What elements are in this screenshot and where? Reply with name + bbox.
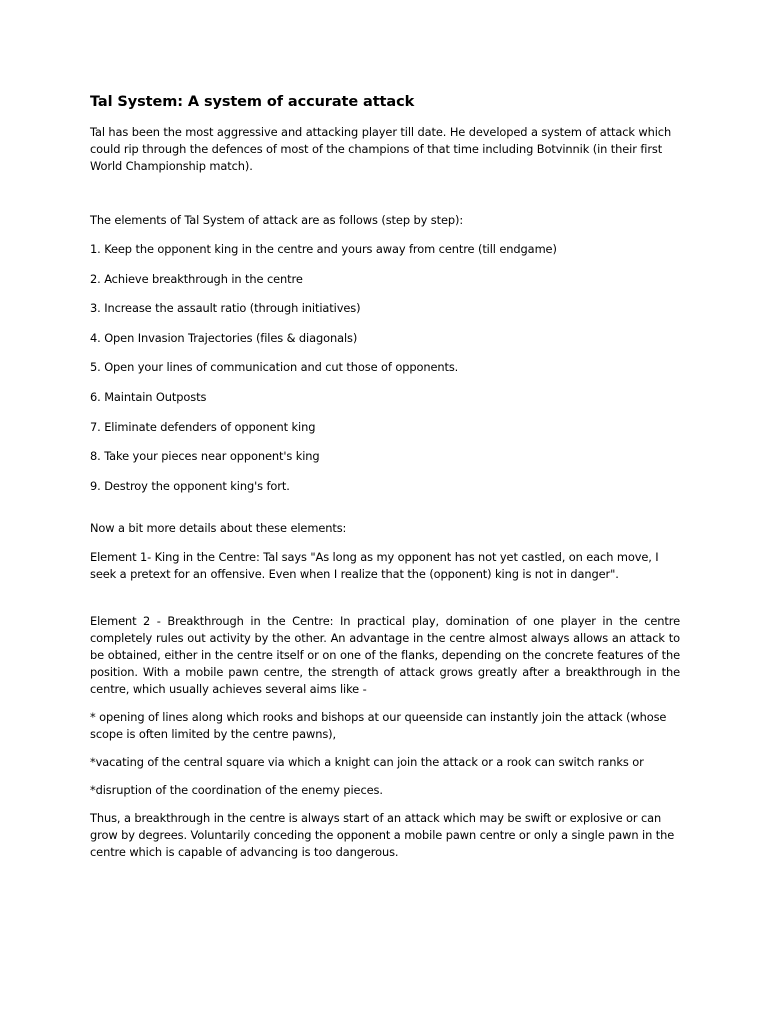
details-lead-paragraph: Now a bit more details about these elements: [90, 520, 347, 535]
step-item: 6. Maintain Outposts [90, 389, 207, 404]
step-item: 5. Open your lines of communication and cut those of opponents. [90, 360, 459, 375]
step-item: 9. Destroy the opponent king's fort. [90, 478, 290, 493]
step-item: 3. Increase the assault ratio (through initiatives) [90, 301, 361, 316]
element-2-paragraph: Element 2 - Breakthrough in the Centre: In practical play, domination of one player in the centre completely rules out activity by the other. An advantage in the centre almost always allows an attack to be obtained, either in the centre itself or on one of the flanks, depending on the concrete features of the position. With a mobile pawn centre, the strength of attack grows greatly after a breakthrough in the centre, which usually achieves several aims like - [90, 613, 680, 696]
step-item: 1. Keep the opponent king in the centre and yours away from centre (till endgame) [90, 242, 557, 256]
aim-item: * opening of lines along which rooks and bishops at our queenside can instantly join the attack (whose scope is often limited by the centre pawns), [90, 709, 667, 741]
aim-item: *vacating of the central square via which a knight can join the attack or a rook can switch ranks or [90, 754, 644, 769]
conclusion-paragraph: Thus, a breakthrough in the centre is always start of an attack which may be swift or explosive or can grow by degrees. Voluntarily conceding the opponent a mobile pawn centre or only a single pawn in the centre which is capable of advancing is too dangerous. [90, 810, 675, 859]
step-item: 7. Eliminate defenders of opponent king [90, 419, 316, 434]
step-item: 4. Open Invasion Trajectories (files & diagonals) [90, 330, 358, 345]
document-title: Tal System: A system of accurate attack [90, 94, 415, 110]
steps-list [90, 241, 680, 495]
intro-paragraph: Tal has been the most aggressive and attacking player till date. He developed a system of attack which could rip through the defences of most of the champions of that time including Botvinnik (in their first World Championship match). [90, 125, 672, 173]
step-item: 8. Take your pieces near opponent's king [90, 449, 320, 464]
aim-item: *disruption of the coordination of the enemy pieces. [90, 782, 383, 797]
element-1-paragraph: Element 1- King in the Centre: Tal says "As long as my opponent has not yet castled, on each move, I seek a pretext for an offensive. Even when I realize that the (opponent) king is not in danger". [90, 549, 659, 581]
document-page [90, 92, 680, 861]
step-item: 2. Achieve breakthrough in the centre [90, 271, 303, 286]
elements-lead-paragraph: The elements of Tal System of attack are as follows (step by step): [90, 213, 464, 227]
